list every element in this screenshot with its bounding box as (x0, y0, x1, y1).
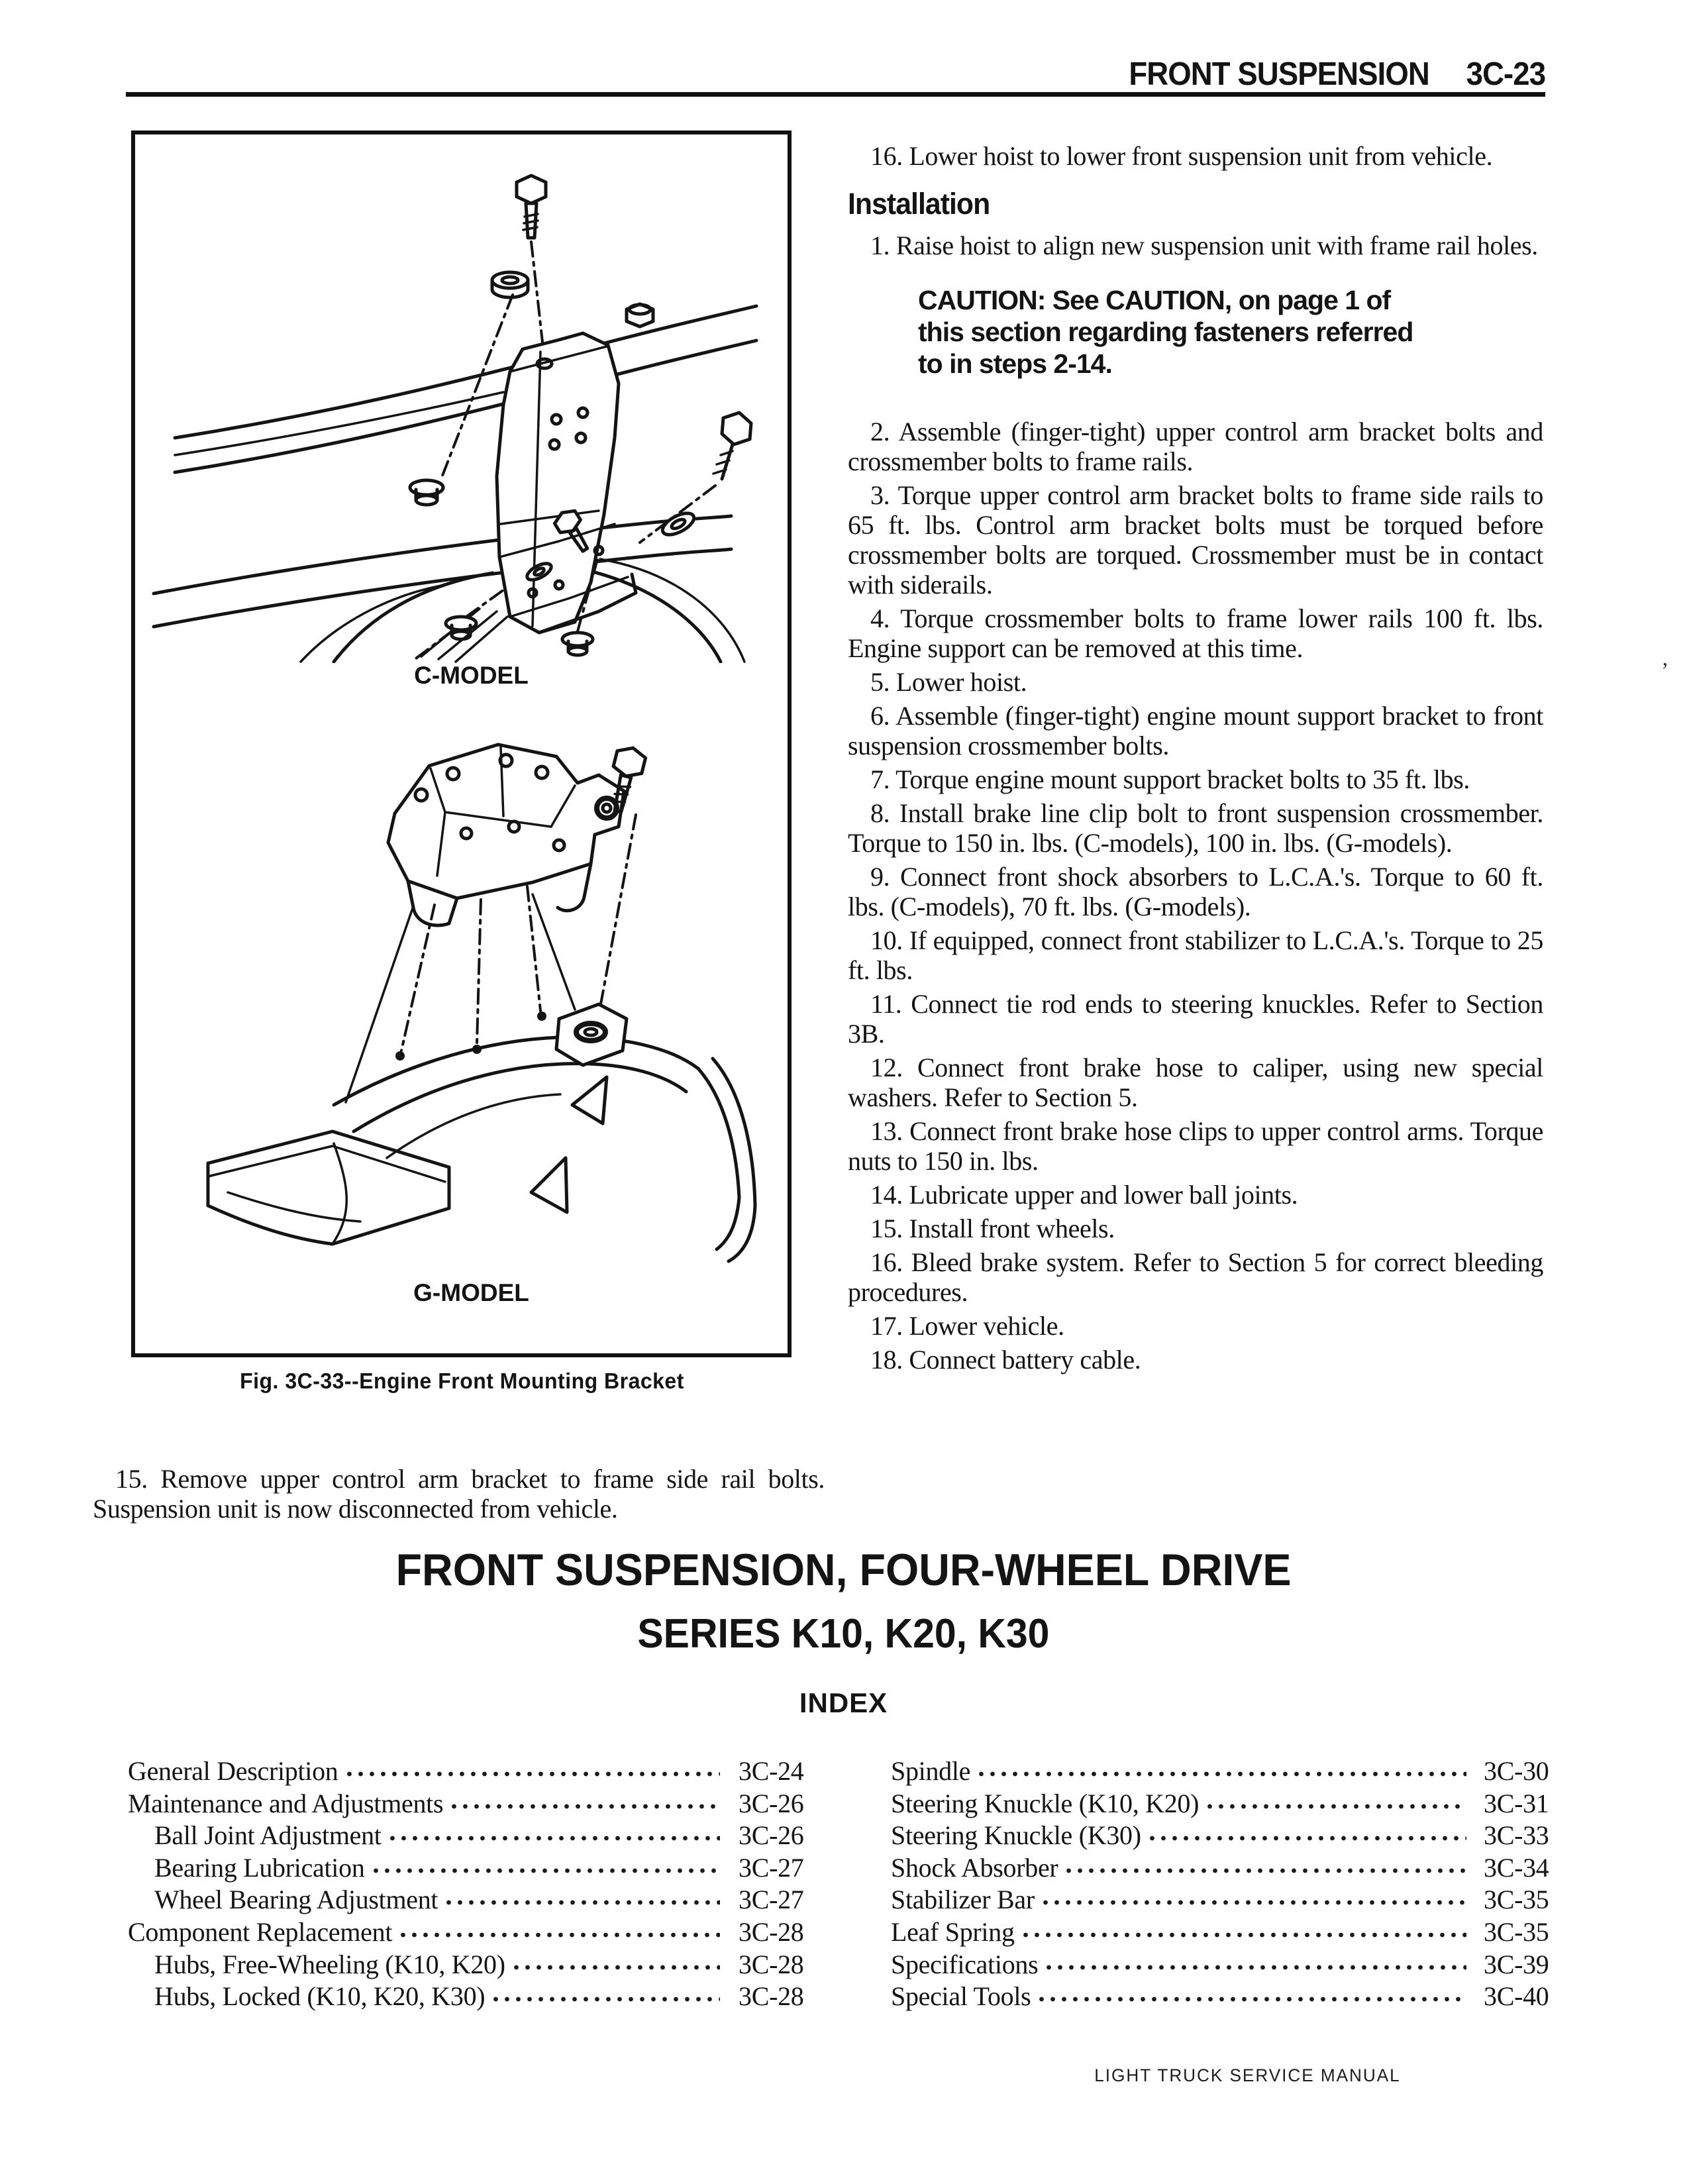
step-paragraph: 14. Lubricate upper and lower ball joints. (870, 1180, 1298, 1210)
index-entry-label: Ball Joint Adjustment (154, 1820, 382, 1851)
index-entry-page: 3C-35 (1484, 1885, 1549, 1915)
c-model-drawing (135, 153, 788, 663)
index-row (891, 1755, 1547, 1788)
scan-artifact: ’ (1661, 658, 1669, 683)
step-paragraph: 16. Bleed brake system. Refer to Section 5 for correct bleeding procedures. (848, 1247, 1543, 1307)
caution-line: CAUTION: See CAUTION, on page 1 of (918, 285, 1391, 315)
index-entry-page: 3C-26 (739, 1788, 804, 1818)
index-row (891, 1884, 1547, 1916)
dot-leader (1040, 1898, 1466, 1906)
index-entry-label: Wheel Bearing Adjustment (154, 1885, 438, 1915)
left-column (93, 1464, 825, 1528)
index-entry-label: Leaf Spring (891, 1916, 1015, 1947)
step-paragraph: 18. Connect battery cable. (870, 1345, 1141, 1375)
dot-leader (344, 1770, 720, 1778)
index-entry-page: 3C-27 (739, 1852, 804, 1883)
index-entry-page: 3C-28 (739, 1981, 804, 2012)
index-entry-label: Steering Knuckle (K10, K20) (891, 1788, 1200, 1818)
step-paragraph: 5. Lower hoist. (870, 667, 1027, 697)
dot-leader (1043, 1963, 1466, 1971)
index-row (128, 1788, 803, 1820)
index-entry-page: 3C-35 (1484, 1916, 1549, 1947)
step-paragraph: 12. Connect front brake hose to caliper, using new special washers. Refer to Section 5. (848, 1053, 1543, 1112)
step-paragraph: 2. Assemble (finger-tight) upper control arm bracket bolts and crossmember bolts to frame rails. (848, 417, 1543, 476)
index-entry-page: 3C-31 (1484, 1788, 1549, 1818)
running-head (1129, 56, 1545, 93)
index-entry-label: General Description (128, 1756, 338, 1786)
dot-leader (1020, 1931, 1466, 1939)
footer-manual-title: LIGHT TRUCK SERVICE MANUAL (1094, 2065, 1401, 2085)
index-entry-label: Stabilizer Bar (891, 1885, 1035, 1915)
index-entry-page: 3C-27 (739, 1885, 804, 1915)
g-model-label: G-MODEL (413, 1279, 529, 1306)
index-entry-label: Bearing Lubrication (154, 1852, 365, 1883)
step-paragraph: 16. Lower hoist to lower front suspension unit from vehicle. (870, 141, 1493, 171)
figure-caption: Fig. 3C-33--Engine Front Mounting Bracket (240, 1369, 684, 1393)
dot-leader (387, 1834, 720, 1842)
index-row (891, 1981, 1547, 2013)
g-model-drawing (135, 734, 788, 1277)
index-entry-label: Hubs, Free-Wheeling (K10, K20) (154, 1949, 505, 1979)
index-entry-page: 3C-39 (1484, 1949, 1549, 1979)
index-row (891, 1788, 1547, 1820)
step-paragraph: 10. If equipped, connect front stabilizer to L.C.A.'s. Torque to 25 ft. lbs. (848, 925, 1543, 985)
section-title-line1 (0, 1545, 1687, 1595)
dot-leader (1147, 1834, 1466, 1842)
running-head-title: FRONT SUSPENSION (1129, 56, 1429, 92)
dot-leader (490, 1995, 720, 2003)
index-row (128, 1916, 803, 1949)
header-rule (126, 92, 1545, 97)
step-paragraph: 11. Connect tie rod ends to steering knuckles. Refer to Section 3B. (848, 989, 1543, 1049)
index-row (891, 1820, 1547, 1852)
step-paragraph: 15. Remove upper control arm bracket to frame side rail bolts. Suspension unit is now disconnected from vehicle. (93, 1464, 825, 1524)
right-column (848, 141, 1543, 1378)
dot-leader (397, 1931, 720, 1939)
index-entry-label: Hubs, Locked (K10, K20, K30) (154, 1981, 486, 2012)
index-entry-page: 3C-40 (1484, 1981, 1549, 2012)
running-head-page-number: 3C-23 (1466, 56, 1545, 92)
caution-note (918, 284, 1501, 380)
step-paragraph: 17. Lower vehicle. (870, 1311, 1064, 1341)
index-entry-label: Special Tools (891, 1981, 1031, 2012)
index-row (128, 1755, 803, 1788)
index-right-column (891, 1755, 1547, 2013)
dot-leader (1063, 1867, 1466, 1875)
index-row (891, 1949, 1547, 1981)
step-paragraph: 13. Connect front brake hose clips to upper control arms. Torque nuts to 150 in. lbs. (848, 1116, 1543, 1176)
caution-line: to in steps 2-14. (918, 348, 1112, 379)
step-paragraph: 8. Install brake line clip bolt to front suspension crossmember. Torque to 150 in. lbs. (C-models), 100 in. lbs. (G-models). (848, 798, 1543, 858)
step-paragraph: 4. Torque crossmember bolts to frame lower rails 100 ft. lbs. Engine support can be removed at this time. (848, 603, 1543, 663)
index-entry-page: 3C-28 (739, 1949, 804, 1979)
index-entry-page: 3C-30 (1484, 1756, 1549, 1786)
index-entry-label: Maintenance and Adjustments (128, 1788, 444, 1818)
index-entry-label: Specifications (891, 1949, 1039, 1979)
caution-line: this section regarding fasteners referred (918, 317, 1413, 347)
index-left-column (128, 1755, 803, 2013)
section-title-line2 (0, 1611, 1687, 1657)
step-paragraph: 3. Torque upper control arm bracket bolts to frame side rails to 65 ft. lbs. Control arm bracket bolts must be torqued before crossmember bolts are torqued. Crossmember must be in contact with siderails. (848, 480, 1543, 599)
step-paragraph: 15. Install front wheels. (870, 1214, 1115, 1243)
index-entry-page: 3C-33 (1484, 1820, 1549, 1851)
step-paragraph: 9. Connect front shock absorbers to L.C.A.'s. Torque to 60 ft. lbs. (C-models), 70 ft. lbs. (G-models). (848, 862, 1543, 921)
dot-leader (1036, 1995, 1466, 2003)
index-row (128, 1884, 803, 1916)
index-entry-label: Shock Absorber (891, 1852, 1058, 1883)
index-row (128, 1852, 803, 1885)
index-entry-page: 3C-26 (739, 1820, 804, 1851)
dot-leader (370, 1867, 720, 1875)
index-entry-page: 3C-28 (739, 1916, 804, 1947)
index-entry-page: 3C-34 (1484, 1852, 1549, 1883)
figure-3c-33 (131, 130, 792, 1357)
index-entry-label: Steering Knuckle (K30) (891, 1820, 1141, 1851)
section-title-line2-text: SERIES K10, K20, K30 (637, 1611, 1050, 1657)
index-entry-label: Spindle (891, 1756, 971, 1786)
index-row (128, 1981, 803, 2013)
index-row (128, 1820, 803, 1852)
index-heading: INDEX (799, 1687, 888, 1718)
index-row (891, 1852, 1547, 1885)
dot-leader (443, 1898, 720, 1906)
section-title-line1-text: FRONT SUSPENSION, FOUR-WHEEL DRIVE (395, 1545, 1292, 1595)
index-entry-page: 3C-24 (739, 1756, 804, 1786)
dot-leader (1204, 1802, 1466, 1810)
step-paragraph: 1. Raise hoist to align new suspension unit with frame rail holes. (870, 231, 1538, 260)
dot-leader (448, 1802, 720, 1810)
dot-leader (511, 1963, 720, 1971)
index-row (891, 1916, 1547, 1949)
index-row (128, 1949, 803, 1981)
step-paragraph: 7. Torque engine mount support bracket bolts to 35 ft. lbs. (870, 764, 1470, 794)
step-paragraph: 6. Assemble (finger-tight) engine mount support bracket to front suspension crossmember bolts. (848, 701, 1543, 760)
c-model-label: C-MODEL (414, 662, 529, 689)
installation-heading: Installation (848, 187, 990, 221)
dot-leader (976, 1770, 1466, 1778)
index-entry-label: Component Replacement (128, 1916, 393, 1947)
